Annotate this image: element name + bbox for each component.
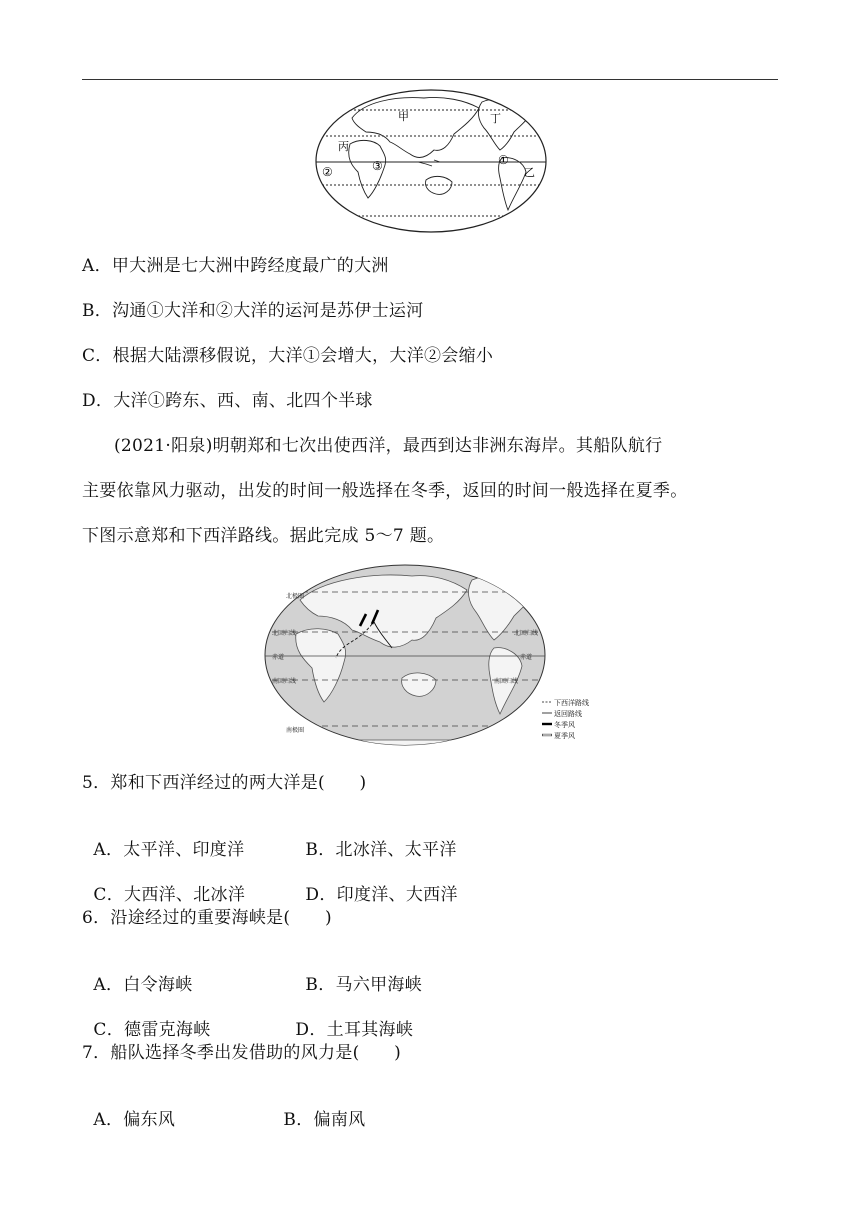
label-antarctic-circle: 南极圈 xyxy=(286,727,305,734)
q5-option-c: C．大西洋、北冰洋 xyxy=(93,885,246,905)
passage-line-3: 下图示意郑和下西洋路线。据此完成 5～7 题。 xyxy=(82,526,445,546)
label-tropic-capricorn-east: 南回归线 xyxy=(494,678,519,685)
legend-winter-monsoon: 冬季风 xyxy=(554,721,575,729)
q5-option-b: B．北冰洋、太平洋 xyxy=(305,840,457,860)
map1-label-yi: 乙 xyxy=(524,166,535,179)
q7-options-row1 xyxy=(82,1087,365,1131)
q6-options-row2 xyxy=(82,997,413,1041)
q6-option-d: D．土耳其海峡 xyxy=(295,1020,414,1040)
label-equator-east: 赤道 xyxy=(520,654,533,661)
q4-option-a: A．甲大洲是七大洲中跨经度最广的大洲 xyxy=(82,256,389,276)
q6-stem: 6．沿途经过的重要海峡是( ) xyxy=(82,908,332,928)
header-rule xyxy=(82,79,778,80)
q7-option-a: A．偏东风 xyxy=(93,1110,176,1130)
map1-label-ocean2: ② xyxy=(322,165,333,179)
label-equator: 赤道 xyxy=(272,654,285,661)
q5-stem: 5．郑和下西洋经过的两大洋是( ) xyxy=(82,773,367,793)
q5-options-row1 xyxy=(82,817,457,861)
legend-outbound-route: 下西洋路线 xyxy=(554,699,589,707)
legend-return-route: 返回路线 xyxy=(554,710,582,718)
label-arctic-circle: 北极圈 xyxy=(286,593,305,600)
q5-option-a: A．太平洋、印度洋 xyxy=(93,840,245,860)
q6-options-row1 xyxy=(82,952,422,996)
q7-option-b: B．偏南风 xyxy=(283,1110,366,1130)
q4-option-d: D．大洋①跨东、西、南、北四个半球 xyxy=(82,391,373,411)
passage-line-2: 主要依靠风力驱动，出发的时间一般选择在冬季，返回的时间一般选择在夏季。 xyxy=(82,481,688,501)
label-tropic-cancer-east: 北回归线 xyxy=(514,630,539,637)
q4-option-c: C．根据大陆漂移假说，大洋①会增大，大洋②会缩小 xyxy=(82,346,494,366)
q7-stem: 7．船队选择冬季出发借助的风力是( ) xyxy=(82,1043,402,1063)
legend-summer-monsoon: 夏季风 xyxy=(554,732,575,740)
q6-option-b: B．马六甲海峡 xyxy=(305,975,423,995)
q5-option-d: D．印度洋、大西洋 xyxy=(305,885,458,905)
passage-line-1: (2021·阳泉)明朝郑和七次出使西洋，最西到达非洲东海岸。其船队航行 xyxy=(114,436,663,456)
map1-label-ocean3: ③ xyxy=(372,159,383,173)
label-tropic-cancer: 北回归线 xyxy=(272,630,297,637)
map1-label-ocean1: ① xyxy=(498,153,509,167)
q6-option-a: A．白令海峡 xyxy=(93,975,193,995)
zhenghe-route-map xyxy=(262,562,600,750)
map1-label-bing: 丙 xyxy=(338,140,349,153)
q6-option-c: C．德雷克海峡 xyxy=(93,1020,211,1040)
map-legend xyxy=(542,698,589,740)
world-map-1 xyxy=(314,88,548,234)
q5-options-row2 xyxy=(82,862,458,906)
map1-label-jia: 甲 xyxy=(398,110,409,123)
label-tropic-capricorn: 南回归线 xyxy=(272,678,297,685)
q4-option-b: B．沟通①大洋和②大洋的运河是苏伊士运河 xyxy=(82,301,424,321)
map1-label-ding: 丁 xyxy=(490,112,501,125)
